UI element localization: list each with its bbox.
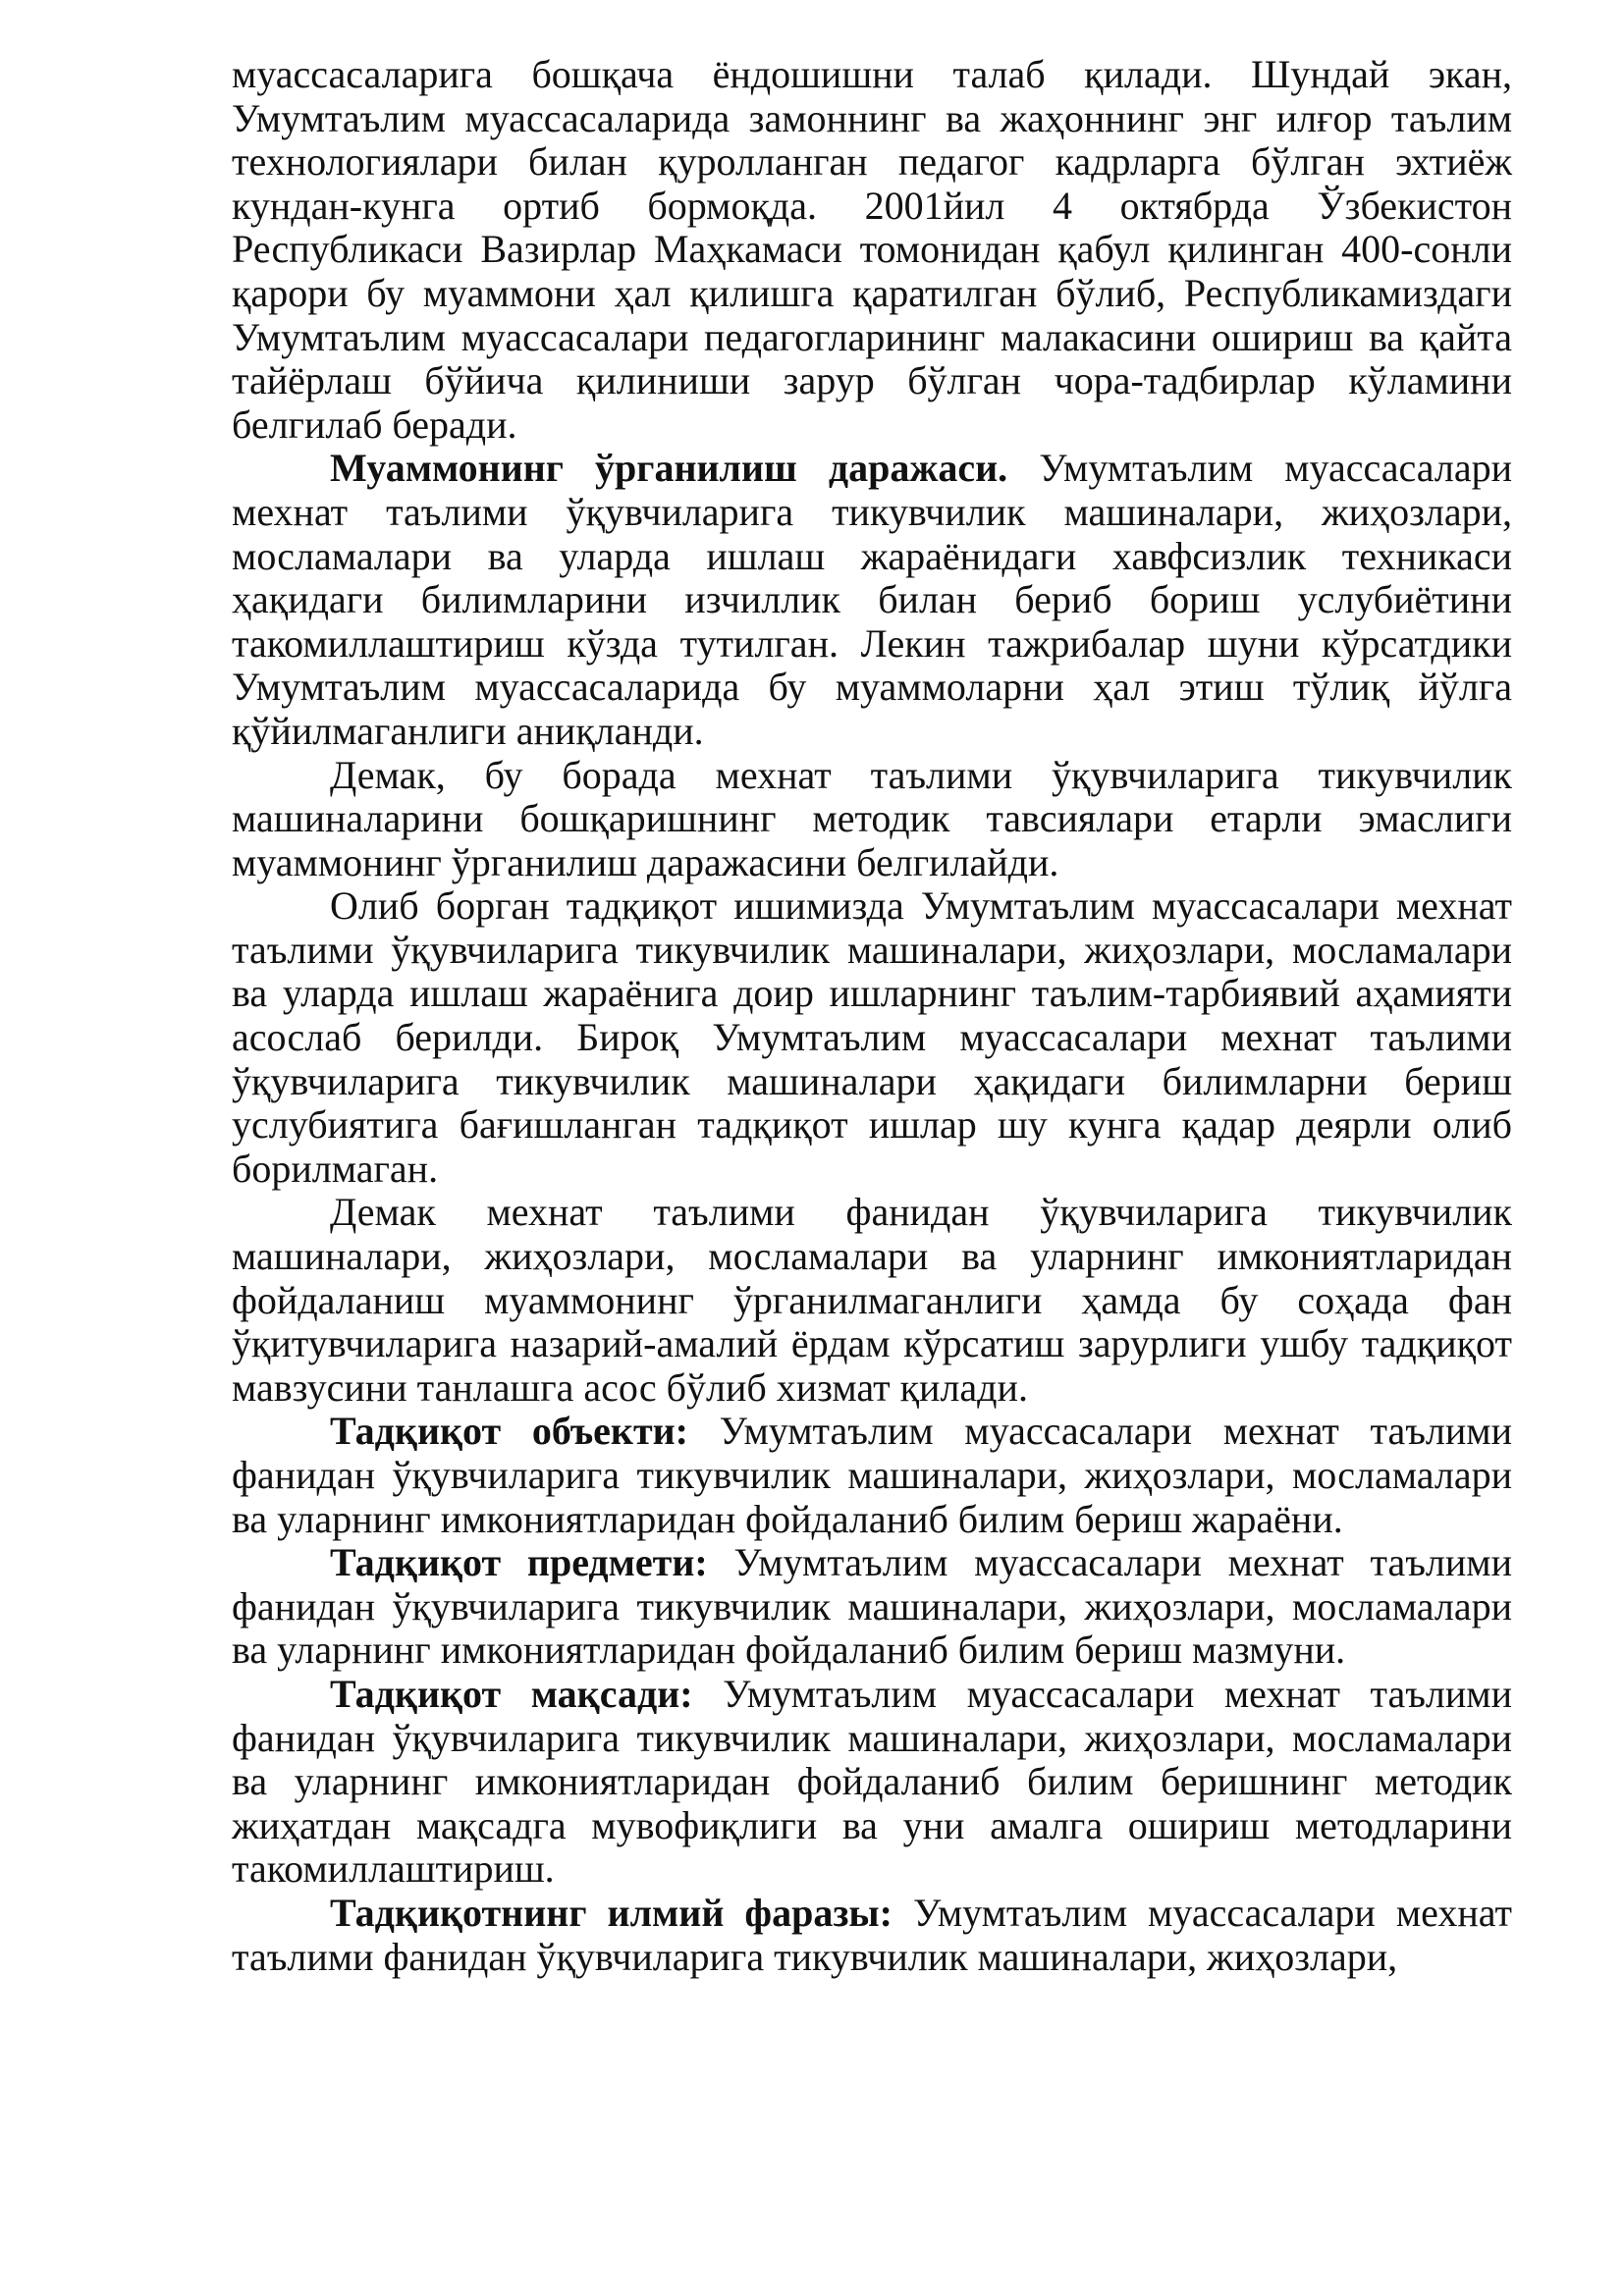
paragraph-problem-study-level [232,447,1512,753]
paragraph-topic-choice [232,1191,1512,1410]
paragraph-text: Умумтаълим муассасалари мехнат таълими фанидан ўқувчиларига тикувчилик машиналари, жиҳозлари, мосламалари ва уларнинг имкониятларидан фойдаланиб билим беришнинг методик жиҳатдан мақсадга мувофиқлиги ва уни амалга ошириш методларини такомиллаштириш. [232,1671,1512,1892]
document-page [232,53,1512,1979]
paragraph-term: Муаммонинг ўрганилиш даражаси. [330,446,1008,491]
paragraph-term: Тадқиқот объекти: [330,1409,688,1454]
paragraph-research-object [232,1410,1512,1541]
paragraph-intro-continuation [232,53,1512,447]
paragraph-text: Демак мехнат таълими фанидан ўқувчиларига тикувчилик машиналари, жиҳозлари, мосламалари ва уларнинг имкониятларидан фойдаланиш муаммонинг ўрганилмаганлиги ҳамда бу соҳада фан ўқитувчиларига назарий-амалий ёрдам кўрсатиш зарурлиги ушбу тадқиқот мавзусини танлашга асос бўлиб хизмат қилади. [232,1190,1512,1410]
paragraph-text: Олиб борган тадқиқот ишимизда Умумтаълим муассасалари мехнат таълими ўқувчиларига тикувчилик машиналари, жиҳозлари, мосламалари ва уларда ишлаш жараёнига доир ишларнинг таълим-тарбиявий аҳамияти асослаб берилди. Бироқ Умумтаълим муассасалари мехнат таълими ўқувчиларига тикувчилик машиналари ҳақидаги билимларни бериш услубиятига бағишланган тадқиқот ишлар шу кунга қадар деярли олиб борилмаган. [232,883,1512,1191]
paragraph-term: Тадқиқотнинг илмий фаразы: [330,1890,893,1935]
paragraph-research-goal [232,1673,1512,1892]
paragraph-research-hypothesis [232,1892,1512,1979]
paragraph-term: Тадқиқот мақсади: [330,1671,693,1716]
paragraph-term: Тадқиқот предмети: [330,1540,708,1585]
paragraph-conclusion-level [232,754,1512,885]
paragraph-text: Умумтаълим муассасалари мехнат таълими фанидан ўқувчиларига тикувчилик машиналари, жиҳозлари, [232,1890,1513,1979]
paragraph-text: муассасаларига бошқача ёндошишни талаб қилади. Шундай экан, Умумтаълим муассасаларида замоннинг ва жаҳоннинг энг илғор таълим технологиялари билан қуролланган педагог кадрларга бўлган эхтиёж кундан-кунга ортиб бормоқда. 2001йил 4 октябрда Ўзбекистон Республикаси Вазирлар Маҳкамаси томонидан қабул қилинган 400-сонли қарори бу муаммони ҳал қилишга қаратилган бўлиб, Республикамиздаги Умумтаълим муассасалари педагогларининг малакасини ошириш ва қайта тайёрлаш бўйича қилиниши зарур бўлган чора-тадбирлар кўламини белгилаб беради. [232,52,1512,447]
paragraph-research-subject [232,1541,1512,1673]
paragraph-text: Умумтаълим муассасалари мехнат таълими ўқувчиларига тикувчилик машиналари, жиҳозлари, мосламалари ва уларда ишлаш жараёнидаги хавфсизлик техникаси ҳақидаги билимларини изчиллик билан бериб бориш услубиётини такомиллаштириш кўзда тутилган. Лекин тажрибалар шуни кўрсатдики Умумтаълим муассасаларида бу муаммоларни ҳал этиш тўлиқ йўлга қўйилмаганлиги аниқланди. [232,446,1513,753]
paragraph-text: Умумтаълим муассасалари мехнат таълими фанидан ўқувчиларига тикувчилик машиналари, жиҳозлари, мосламалари ва уларнинг имкониятларидан фойдаланиб билим бериш жараёни. [232,1409,1512,1541]
paragraph-research-work [232,884,1512,1191]
paragraph-text: Демак, бу борада мехнат таълими ўқувчиларига тикувчилик машиналарини бошқаришнинг методик тавсиялари етарли эмаслиги муаммонинг ўрганилиш даражасини белгилайди. [232,752,1512,884]
paragraph-text: Умумтаълим муассасалари мехнат таълими фанидан ўқувчиларига тикувчилик машиналари, жиҳозлари, мосламалари ва уларнинг имкониятларидан фойдаланиб билим бериш мазмуни. [232,1540,1512,1673]
